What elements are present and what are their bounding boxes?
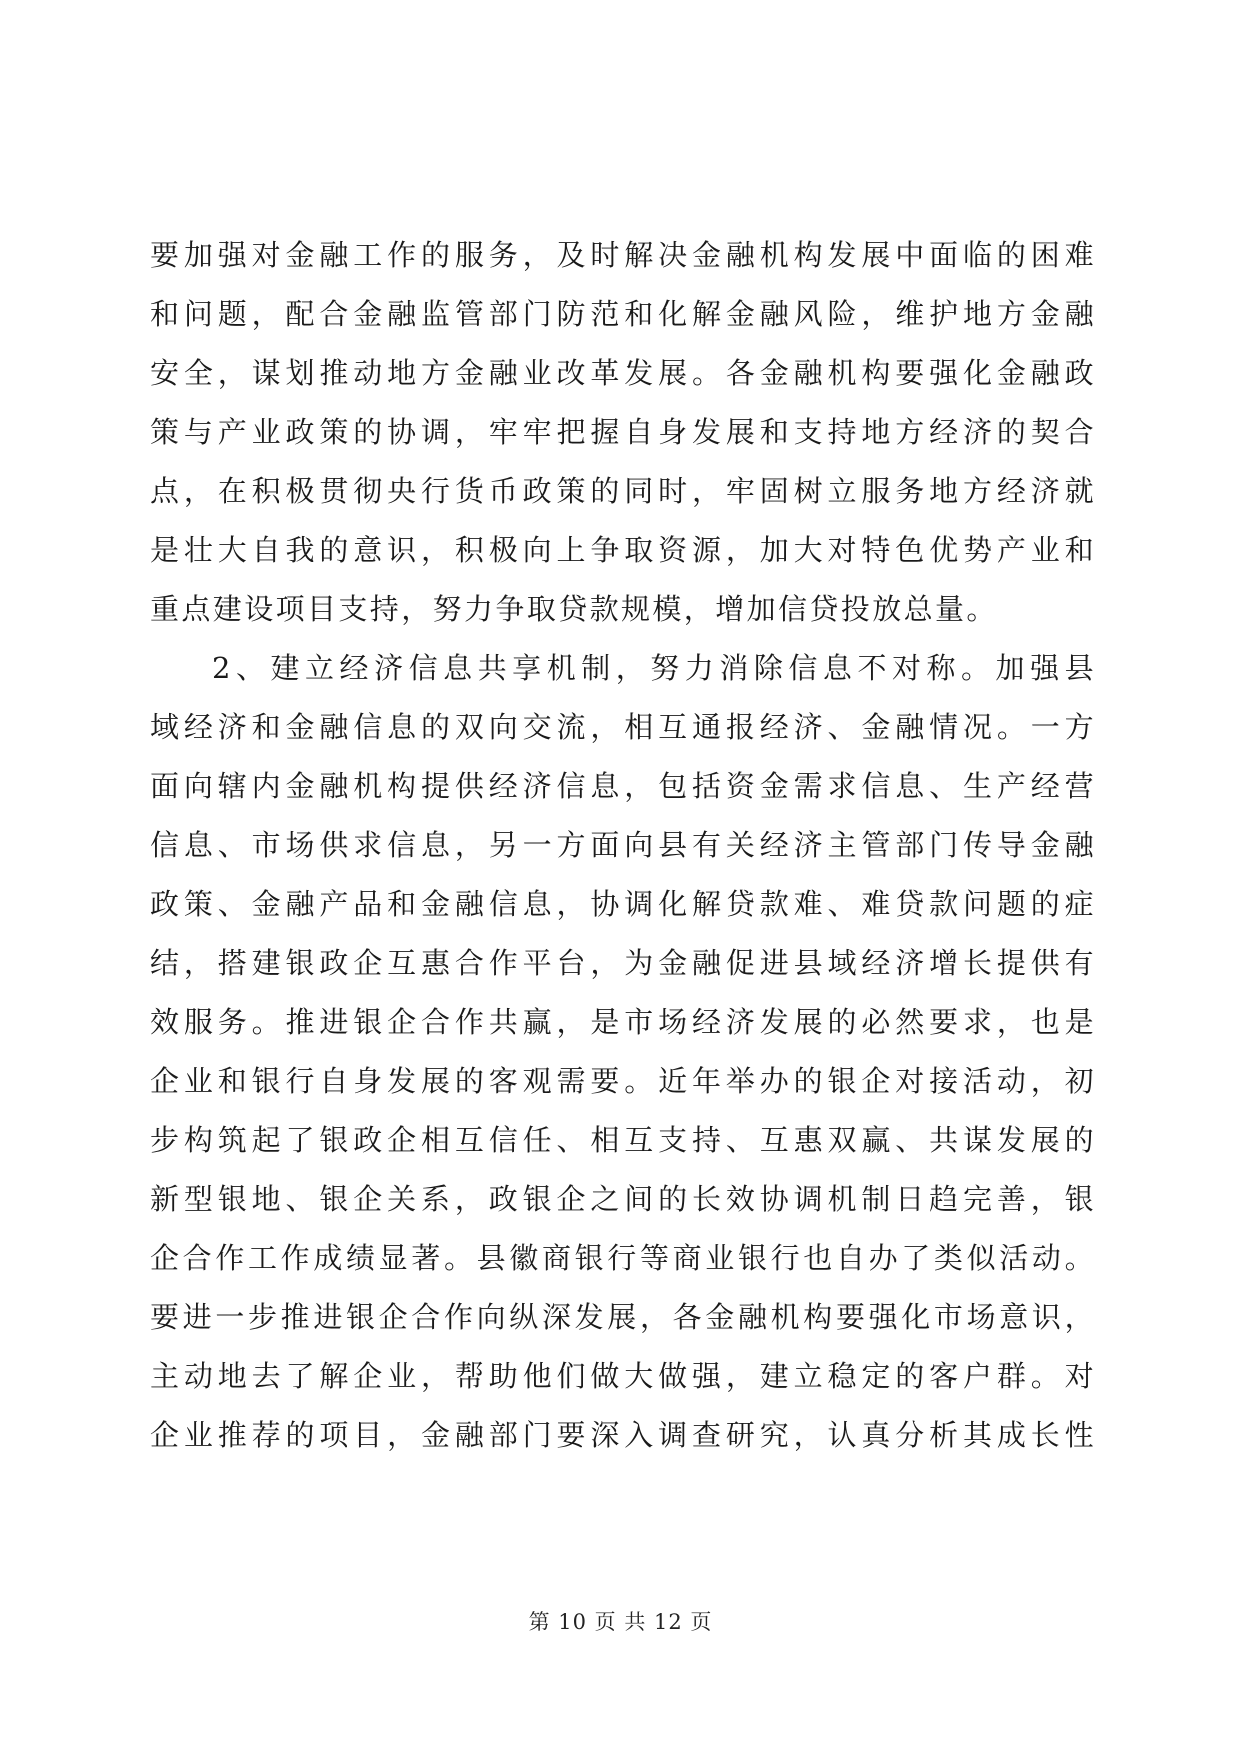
text-line: 和问题，配合金融监管部门防范和化解金融风险，维护地方金融 bbox=[150, 297, 1096, 331]
text-line: 企合作工作成绩显著。县徽商银行等商业银行也自办了类似活动。 bbox=[150, 1241, 1096, 1275]
text-line: 新型银地、银企关系，政银企之间的长效协调机制日趋完善，银 bbox=[150, 1182, 1096, 1216]
text-line: 政策、金融产品和金融信息，协调化解贷款难、难贷款问题的症 bbox=[150, 887, 1096, 921]
page-number-footer: 第 10 页 共 12 页 bbox=[528, 1610, 713, 1634]
text-line: 信息、市场供求信息，另一方面向县有关经济主管部门传导金融 bbox=[150, 828, 1096, 862]
text-line: 主动地去了解企业，帮助他们做大做强，建立稳定的客户群。对 bbox=[150, 1359, 1096, 1393]
text-line: 是壮大自我的意识，积极向上争取资源，加大对特色优势产业和 bbox=[150, 533, 1096, 567]
text-line: 安全，谋划推动地方金融业改革发展。各金融机构要强化金融政 bbox=[150, 356, 1096, 390]
text-line: 域经济和金融信息的双向交流，相互通报经济、金融情况。一方 bbox=[150, 710, 1096, 744]
text-line: 面向辖内金融机构提供经济信息，包括资金需求信息、生产经营 bbox=[150, 769, 1096, 803]
text-line: 重点建设项目支持，努力争取贷款规模，增加信贷投放总量。 bbox=[150, 592, 998, 626]
text-line: 要进一步推进银企合作向纵深发展，各金融机构要强化市场意识， bbox=[150, 1300, 1096, 1334]
body-text bbox=[150, 226, 1096, 1465]
text-line: 企业推荐的项目，金融部门要深入调查研究，认真分析其成长性 bbox=[150, 1418, 1096, 1452]
text-line: 点，在积极贯彻央行货币政策的同时，牢固树立服务地方经济就 bbox=[150, 474, 1096, 508]
text-line: 企业和银行自身发展的客观需要。近年举办的银企对接活动，初 bbox=[150, 1064, 1096, 1098]
text-line: 策与产业政策的协调，牢牢把握自身发展和支持地方经济的契合 bbox=[150, 415, 1096, 449]
text-line: 要加强对金融工作的服务，及时解决金融机构发展中面临的困难 bbox=[150, 238, 1096, 272]
text-line: 步构筑起了银政企相互信任、相互支持、互惠双赢、共谋发展的 bbox=[150, 1123, 1096, 1157]
paragraph-first-line: 2、建立经济信息共享机制，努力消除信息不对称。加强县 bbox=[212, 651, 1096, 685]
text-line: 结，搭建银政企互惠合作平台，为金融促进县域经济增长提供有 bbox=[150, 946, 1096, 980]
text-line: 效服务。推进银企合作共赢，是市场经济发展的必然要求，也是 bbox=[150, 1005, 1096, 1039]
